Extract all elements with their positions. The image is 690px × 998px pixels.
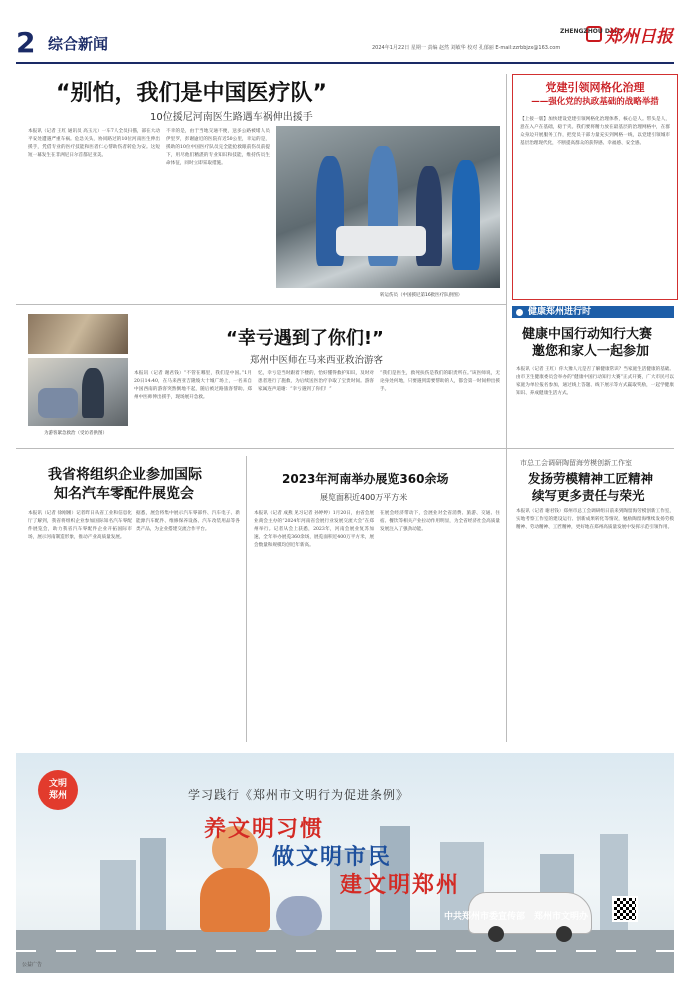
health-section-bar [512, 306, 674, 318]
medical-photo [276, 126, 500, 288]
issue-meta: 2024年1月22日 星期一 责编 赵然 刘敏华 校对 孔郁丽 E-mail:zzrbbjzx@163.com [372, 45, 561, 51]
sidebar-box-title-line2: ——强化党的执政基础的战略举措 [531, 97, 659, 107]
section-dot-icon [516, 309, 523, 316]
expo-article-col2: 在展会经济带动下，会展业对全省消费、旅游、交通、住宿、餐饮等相关产业拉动作用明显，为全省经济社会高质量发展注入了强劲动能。 [380, 511, 500, 532]
divider [506, 74, 507, 742]
badge-line2: 郑州 [48, 791, 67, 801]
sidebar-box-title [520, 80, 670, 110]
lucky-article-col3: “我们是医生，救死扶伤是我们的职责所在。”该医师说，无论身处何地，只要遇到需要帮助的人，都会第一时间伸出援手。 [380, 371, 500, 392]
auto-title-line2: 知名汽车零配件展览会 [54, 486, 194, 502]
health-title [522, 326, 652, 360]
divider [16, 304, 506, 305]
health-body: 本报讯（记者 王红）你大豫人元是否了解健康常识？当家庭生活健康的基础。由市卫生健康委员会举办的“健康中国行动知行大赛”正式开赛，广大市民可以家庭为单位报名参加，通过线上答题、线下展示等方式赢取奖励，一起学健康知识、养成健康生活方式。 [516, 367, 674, 396]
labor-kicker: 市总工会调研陶留海劳模创新工作室 [520, 459, 632, 467]
auto-article-title [48, 466, 202, 504]
page-number: 2 [16, 26, 36, 59]
medical-photo-caption: 转运伤员（中国援尼第16批医疗队供图） [380, 293, 463, 298]
labor-title [528, 470, 653, 504]
auto-title-line1: 我省将组织企业参加国际 [48, 467, 202, 483]
building-shape [140, 838, 166, 930]
civility-badge [38, 770, 78, 810]
divider [246, 456, 247, 742]
lucky-article-title: “幸亏遇到了你们!” [226, 328, 384, 349]
lucky-photo-top [28, 314, 128, 354]
labor-body: 本报讯（记者 谢君钱）郑州市总工会调研组日前来到陶留海劳模创新工作室，实地考察工作室的建设运行、创新成果转化等情况，勉励陶留海继续发扬劳模精神、劳动精神、工匠精神，更好地在郑州高质量发展中发挥示范引领作用。 [516, 509, 674, 530]
banner-slogan-1: 养文明习惯 [204, 817, 325, 842]
expo-article-subtitle: 展览面积近400万平方米 [320, 493, 408, 502]
lucky-article-col1: 本报讯（记者 谢君钱）“不管在哪里，我们是中国。”1月20日14:40，在马来西亚吉隆坡大十城广场上，一名来自中国西南的游客突然倒地不起，随后被过路旅客帮助。郑州中医师伸出援手，现场展开急救。 [134, 371, 252, 400]
banner-sponsor: 中共郑州市委宣传部 郑州市文明办 [444, 912, 589, 922]
section-title: 综合新闻 [48, 35, 109, 53]
expo-article-col1: 本报讯（记者 成燕 见习记者 孙婷婷）1月20日，由省会展业商会主办的“2024年河南省会展行业发展交流大会”在郑州举行。记者从会上获悉，2023年，河南会展业复苏加速，全年举办展览360余场，展览面积近400万平方米，展会数量和规模均创近年新高。 [254, 511, 374, 548]
badge-line1: 文明 [48, 779, 67, 789]
road-stripe [16, 950, 674, 952]
lucky-article-subtitle: 郑州中医师在马来西亚救治游客 [250, 355, 384, 366]
sidebar-box-title-line1: 党建引领网格化治理 [545, 81, 645, 94]
car-wheel-icon [488, 926, 504, 942]
medical-article-col2: 不幸的是，由于当地交通不便，送多公路被堵人员伊里罗，彭谢逾近的医院有近50公里，幸运的是，援助的10位中国医疗队员完全能抢救眼前伤员前提下，用尽他们精湛的专业知识和技能，维持伤员生命体征，同时立即采取措施。 [166, 129, 270, 166]
labor-title-line1: 发扬劳模精神工匠精神 [528, 471, 654, 486]
banner-slogan-2: 做文明市民 [272, 845, 393, 870]
divider [16, 448, 674, 449]
expo-article-title: 2023年河南举办展览360余场 [282, 472, 449, 486]
sidebar-box-body: 【上接一版】加快建设党建引领网格化治理体系，核心是人。带头是人，意在入户在基础，稳于夹。我们要将精力放在最基层的治理网格中，在群众身边开展服务工作，把党员干部力量充实到网格一线，以党建引领城市基层治理现代化，不断提高群众的获得感、幸福感、安全感。 [520, 117, 670, 146]
medical-article-col1: 本报讯（记者 王红 通讯员 高玉元）一车7人全员扫描，部在大动平安处遭遇严重车祸。危急关头，协同路过的10位河南医生伸出援手，凭借专业的医疗技能和医者仁心帮助伤者转危为安。这短短一幕发生在非洲尼日尔首都尼亚美。 [28, 129, 160, 158]
auto-article-col2: 据悉，展会将集中展示汽车零部件、汽车电子、新能源汽车配件、维修保养设备、汽车改装用品等各类产品，为企业搭建交流合作平台。 [136, 511, 240, 532]
car-wheel-icon [556, 926, 572, 942]
auto-article-col1: 本报讯（记者 徐刚刚）记者昨日从省工业和信息化厅了解到，我省将组织企业参加国际知名汽车零配件展览会，助力我省汽车零配件企业开拓国际市场，展示河南制造形象，推动产业高质量发展。 [28, 511, 132, 540]
ad-label: 公益广告 [22, 962, 43, 968]
helper-body-illustration [200, 868, 270, 932]
medical-article-title: “别怕，我们是中国医疗队” [56, 81, 327, 106]
lucky-article-col2: 忆，幸亏是当时跟着下楼的，恰好懂得救护知识，及时对患者进行了施救，为后续送医治疗争取了宝贵时间。游客家属连声道谢：“幸亏遇到了你们！” [258, 371, 374, 392]
health-title-line2: 邀您和家人一起参加 [532, 344, 650, 359]
elder-illustration [276, 896, 322, 936]
header-rule [16, 62, 674, 64]
health-title-line1: 健康中国行动知行大赛 [522, 327, 653, 342]
paper-logo: 郑州日报 [605, 27, 673, 47]
banner-heading: 学习践行《郑州市文明行为促进条例》 [188, 788, 410, 802]
building-shape [100, 860, 136, 930]
banner-slogan-3: 建文明郑州 [340, 873, 461, 898]
lucky-photo-caption: 为游客紧急救治（受访者供图） [44, 431, 107, 436]
paper-name-en: ZHENGZHOU DAILY [560, 28, 624, 35]
health-section-bar-label: 健康郑州进行时 [528, 307, 592, 317]
lucky-photo [28, 358, 128, 426]
medical-article-subtitle: 10位援尼河南医生路遇车祸伸出援手 [150, 112, 313, 123]
labor-title-line2: 续写更多责任与荣光 [532, 488, 645, 503]
qr-code-icon [612, 896, 638, 922]
